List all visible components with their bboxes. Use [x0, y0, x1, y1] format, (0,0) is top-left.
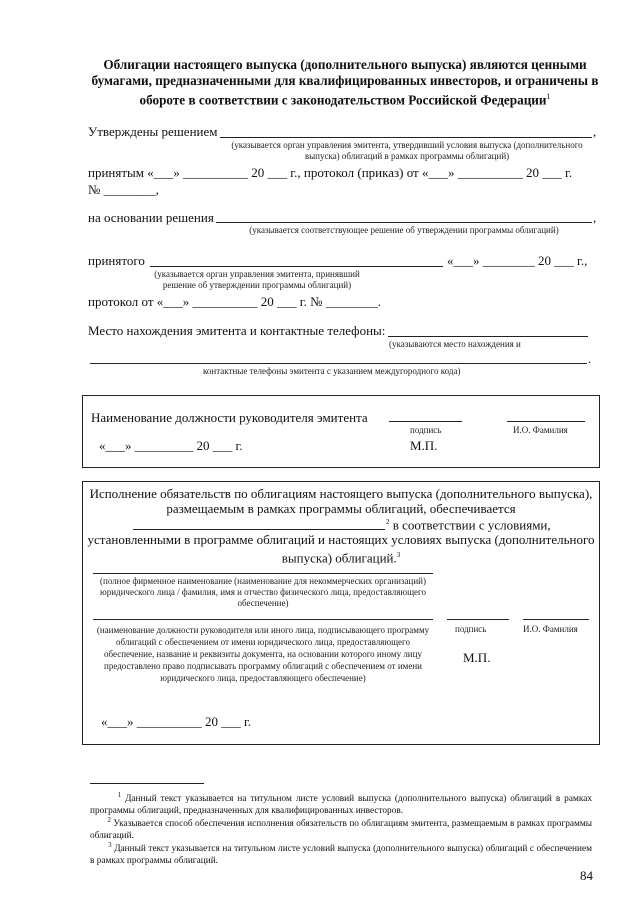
footnote-1: [90, 789, 592, 817]
signature-caption: подпись: [410, 425, 442, 435]
footnote-mark-1: 1: [546, 92, 551, 101]
guarantor-name-line-2[interactable]: [523, 619, 589, 620]
adopted-date: «___» ________ 20 ___ г.,: [447, 253, 588, 268]
name-line[interactable]: [507, 421, 585, 422]
security-line-5: выпуска) облигаций.: [281, 550, 397, 566]
name-caption: И.О. Фамилия: [513, 425, 568, 435]
footnote-2-mark: 2: [107, 816, 111, 824]
security-box: [82, 481, 600, 745]
signature-line[interactable]: [389, 421, 462, 422]
adopted-dates: принятым «___» __________ 20 ___ г., протокол (приказ) от «___» __________ 20 ___ г.: [88, 165, 573, 180]
guarantor-position-line[interactable]: [93, 619, 433, 620]
footnote-separator: [90, 783, 204, 784]
guarantor-signature-caption: подпись: [455, 624, 487, 634]
adopting-body-hint: (указывается орган управления эмитента, принявший решение об утверждении программы облигаций): [154, 269, 360, 290]
guarantor-name-caption: И.О. Фамилия: [523, 624, 578, 634]
footnote-2-text: Указывается способ обеспечения исполнения обязательств по облигациям эмитента, размещаемым в рамках программы облигаций.: [90, 819, 592, 842]
heading-text: Облигации настоящего выпуска (дополнительного выпуска) являются ценными бумагами, предназначенными для квалифицированных инвесторов, и ограничены в обороте в соответствии с законодательством Российской Федерации: [91, 57, 599, 108]
basis-hint: (указывается соответствующее решение об утверждении программы облигаций): [249, 225, 559, 235]
document-heading: [80, 57, 610, 108]
page-number: 84: [580, 868, 593, 883]
location-line-1[interactable]: [388, 336, 588, 337]
approving-body-line[interactable]: [220, 137, 592, 138]
footnote-3-text: Данный текст указывается на титульном листе условий выпуска (дополнительного выпуска) облигаций с обеспечением в рамках программы облигаций.: [90, 844, 593, 867]
head-date: «___» _________ 20 ___ г.: [99, 438, 243, 453]
adopted-by-label: принятого: [88, 253, 145, 268]
comma: ,: [593, 124, 597, 139]
approving-body-hint: (указывается орган управления эмитента, утвердивший условия выпуска (дополнительного выпуска) облигаций в рамках программы облигаций): [231, 140, 583, 161]
protocol-number: № ________,: [88, 182, 159, 197]
security-line-4: установленными в программе облигаций и настоящих условиях выпуска (дополнительного: [87, 532, 595, 547]
footnote-3-mark: 3: [108, 841, 112, 849]
basis-decision-line[interactable]: [216, 222, 592, 223]
basis-protocol: протокол от «___» __________ 20 ___ г. № ________.: [88, 294, 382, 309]
location-hint-b: контактные телефоны эмитента с указанием междугородного кода): [203, 366, 461, 376]
guarantor-date: «___» __________ 20 ___ г.: [101, 714, 252, 729]
period: .: [588, 351, 592, 366]
location-hint-a: (указываются место нахождения и: [389, 339, 521, 349]
footnote-3: [90, 839, 592, 867]
approved-by-label: Утверждены решением: [88, 124, 218, 139]
security-line-2: размещаемым в рамках программы облигаций, обеспечивается: [166, 501, 516, 516]
footnote-mark-2: 2: [386, 518, 390, 526]
stamp-label: М.П.: [410, 438, 438, 453]
location-line-2[interactable]: [90, 363, 587, 364]
footnote-2: [90, 814, 592, 842]
guarantor-position-hint: (наименование должности руководителя или иного лица, подписывающего программу облигаций с обеспечением от имени юридического лица, предоставляющего обеспечение, название и реквизиты документа, на основании которого иному лицу предоставлено право подписывать программу облигаций с обеспечением от имени юридического лица, предоставляющего обеспечение): [96, 625, 430, 683]
guarantor-name-line[interactable]: [93, 573, 433, 574]
security-line-3-tail: [386, 515, 551, 532]
footnote-mark-3: 3: [396, 551, 401, 559]
adopting-body-line[interactable]: [150, 266, 443, 267]
security-line-3-text: в соответствии с условиями,: [392, 517, 551, 533]
position-label: Наименование должности руководителя эмитента: [91, 410, 368, 425]
basis-label: на основании решения: [88, 210, 214, 225]
footnote-1-text: Данный текст указывается на титульном листе условий выпуска (дополнительного выпуска) облигаций в рамках программы облигаций, предназначенных для квалифицированных инвесторов.: [90, 794, 592, 817]
guarantor-name-hint: (полное фирменное наименование (наименование для некоммерческих организаций) юридического лица / фамилия, имя и отчество физического лица, предоставляющего обеспечение): [99, 576, 427, 608]
guarantor-stamp: М.П.: [463, 650, 491, 665]
security-line-1: Исполнение обязательств по облигациям настоящего выпуска (дополнительного выпуска),: [89, 486, 593, 501]
security-method-line[interactable]: [133, 529, 385, 530]
head-signature-box: [82, 395, 600, 468]
location-label: Место нахождения эмитента и контактные телефоны:: [88, 323, 386, 338]
footnote-1-mark: 1: [117, 791, 122, 799]
comma: ,: [593, 210, 597, 225]
guarantor-signature-line[interactable]: [447, 619, 509, 620]
